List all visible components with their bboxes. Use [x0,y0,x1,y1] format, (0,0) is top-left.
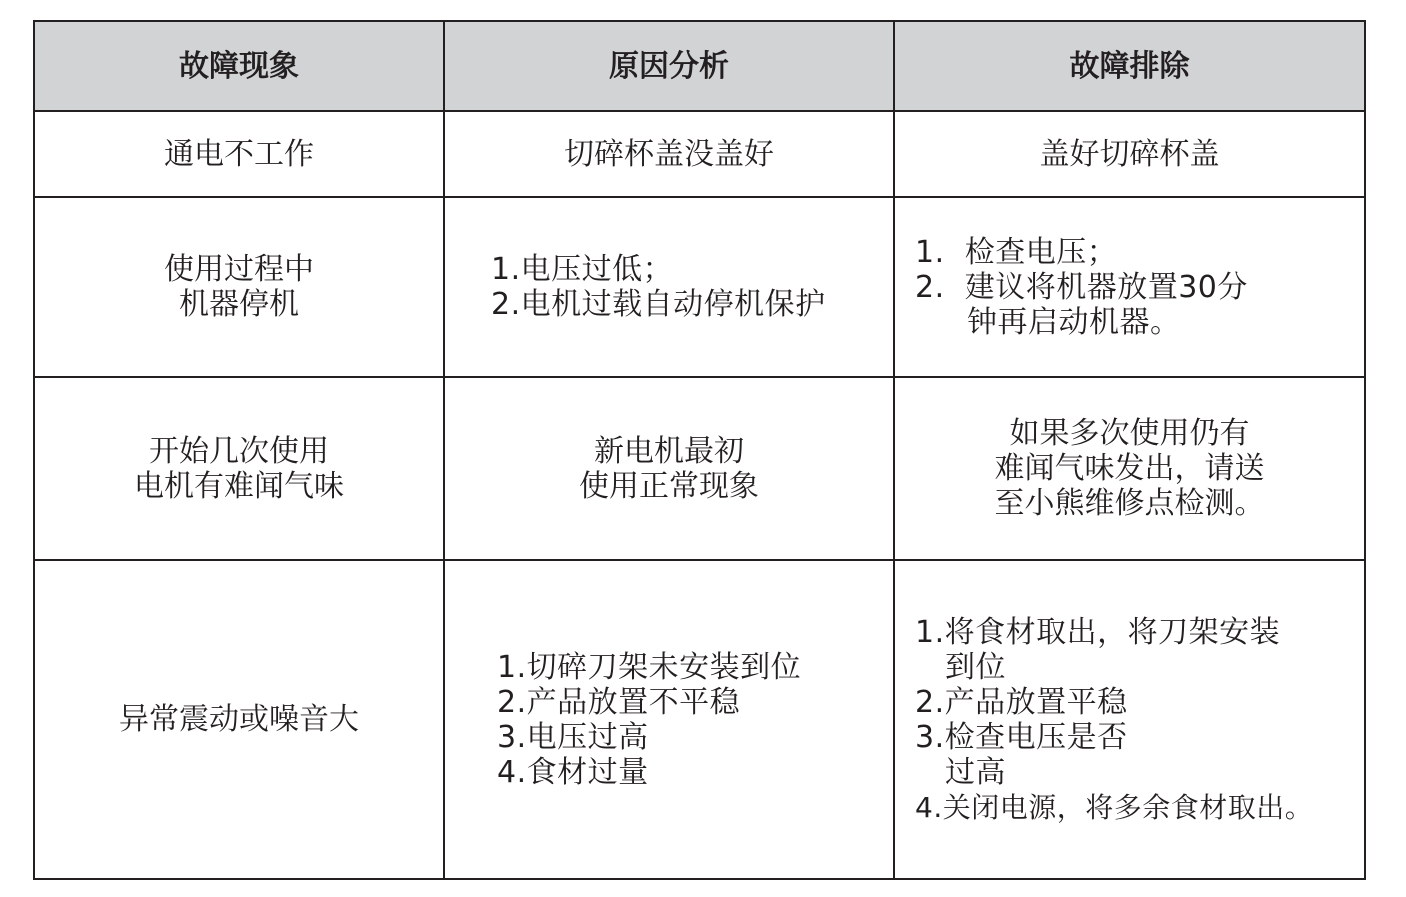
cause-cell [444,197,894,377]
symptom-text: 通电不工作 [164,136,314,172]
cause-cell [444,377,894,560]
remedy-text: 如果多次使用仍有 [1009,416,1250,451]
cause-item: 2.电机过载自动停机保护 [491,287,826,322]
symptom-text: 电机有难闻气味 [134,468,344,504]
cause-item: 2.产品放置不平稳 [497,684,741,720]
troubleshooting-table [33,20,1366,880]
remedy-text: 至小熊维修点检测。 [994,486,1265,521]
symptom-text: 开始几次使用 [149,433,329,469]
table-row [34,377,1365,560]
cause-item: 1.切碎刀架未安装到位 [497,649,802,685]
remedy-item: 3.检查电压是否 [915,719,1128,755]
remedy-item: 2.产品放置平稳 [915,684,1128,720]
symptom-text: 使用过程中 [164,252,314,287]
remedy-cell [894,377,1365,560]
header-cause: 原因分析 [444,21,894,111]
remedy-cell [894,111,1365,197]
remedy-cell [894,197,1365,377]
remedy-item: 4.关闭电源，将多余食材取出。 [915,790,1314,824]
table-row [34,197,1365,377]
header-remedy: 故障排除 [894,21,1365,111]
cause-cell [444,111,894,197]
remedy-text: 难闻气味发出，请送 [994,451,1265,486]
remedy-item-cont: 到位 [945,649,1006,685]
cause-text: 新电机最初 [594,433,744,469]
symptom-text: 异常震动或噪音大 [119,702,359,737]
symptom-text: 机器停机 [179,287,299,322]
remedy-item: 1.将食材取出，将刀架安装 [915,614,1281,650]
symptom-cell [34,111,444,197]
symptom-cell [34,560,444,879]
header-symptom: 故障现象 [34,21,444,111]
table-row [34,111,1365,197]
cause-cell [444,560,894,879]
remedy-item-cont: 过高 [945,754,1006,790]
remedy-text: 盖好切碎杯盖 [1039,136,1220,172]
cause-item: 3.电压过高 [497,719,649,755]
symptom-cell [34,197,444,377]
remedy-item-cont: 钟再启动机器。 [967,304,1181,340]
table-row [34,560,1365,879]
remedy-cell [894,560,1365,879]
cause-text: 切碎杯盖没盖好 [564,136,774,172]
header-row [34,21,1365,111]
cause-text: 使用正常现象 [579,468,759,504]
remedy-item: 1. 检查电压； [915,234,1118,270]
cause-item: 1.电压过低； [491,252,674,287]
symptom-cell [34,377,444,560]
remedy-item: 2. 建议将机器放置30分 [915,269,1248,305]
cause-item: 4.食材过量 [497,754,649,790]
